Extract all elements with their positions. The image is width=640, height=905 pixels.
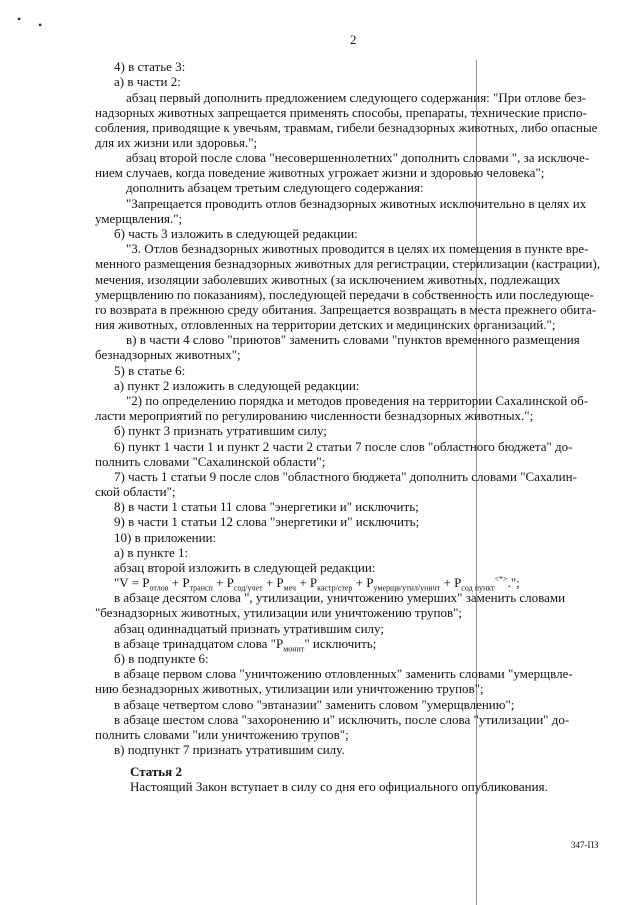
text-line: "Запрещается проводить отлов безнадзорных животных исключительно в целях их — [126, 196, 587, 211]
text-line: умерщвлению по показаниям), последующей передачи в собственность или последующе- — [95, 287, 594, 302]
text-line: абзац одиннадцатый признать утратившим силу; — [114, 621, 384, 636]
text-line: полнить словами "или уничтожению трупов"; — [95, 727, 349, 742]
page-number: 2 — [350, 32, 357, 47]
text-line: в) подпункт 7 признать утратившим силу. — [114, 742, 345, 757]
text-line: 9) в части 1 статьи 12 слова "энергетики и" исключить; — [114, 514, 420, 529]
formula-separator: + P — [296, 575, 318, 590]
formula-marker: <*> — [494, 574, 508, 584]
formula-subscript: меч — [283, 583, 297, 593]
text-line: в абзаце шестом слова "захоронению и" исключить, после слова "утилизации" до- — [114, 712, 570, 727]
text-line: абзац второй изложить в следующей редакции: — [114, 560, 376, 575]
text-line: абзац второй после слова "несовершеннолетних" дополнить словами ", за исключе- — [126, 150, 590, 165]
text-line: в абзаце десятом слова ", утилизации, уничтожению умерших" заменить словами — [114, 590, 566, 605]
formula-subscript: отлов — [149, 583, 169, 593]
formula-subscript: сод/учет — [233, 583, 263, 593]
text-line: полнить словами "Сахалинской области"; — [95, 454, 326, 469]
formula-subscript: умерщв/утил/уничт — [373, 583, 441, 593]
text-line: умерщвления."; — [95, 211, 183, 226]
text-line: а) в части 2: — [114, 74, 181, 89]
text-line: нием случаев, когда поведение животных угрожает жизни и здоровью человека"; — [95, 165, 545, 180]
text-line: дополнить абзацем третьим следующего содержания: — [126, 180, 424, 195]
formula-tail: ."; — [507, 575, 520, 590]
paragraph-lead: в абзаце тринадцатом слова "P — [114, 636, 284, 651]
text-line: 7) часть 1 статьи 9 после слов "областного бюджета" дополнить словами "Сахалин- — [114, 469, 577, 484]
text-line: 6) пункт 1 части 1 и пункт 2 части 2 статьи 7 после слов "областного бюджета" до- — [114, 439, 573, 454]
text-line: для их жизни или здоровья."; — [95, 135, 258, 150]
article-2-text: Настоящий Закон вступает в силу со дня его официального опубликования. — [130, 779, 548, 794]
text-line: б) часть 3 изложить в следующей редакции: — [114, 226, 358, 241]
text-line: в) в части 4 слово "приютов" заменить словами "пунктов временного размещения — [126, 332, 580, 347]
text-line: мечения, изоляции заболевших животных (за исключением животных, подлежащих — [95, 272, 561, 287]
formula-separator: + P — [212, 575, 234, 590]
text-line: надзорных животных запрещается применять способы, препараты, технические приспо- — [95, 105, 587, 120]
text-line: ния животных, отловленных на территории детских и медицинских организаций."; — [95, 317, 556, 332]
paragraph-tail: " исключить; — [304, 636, 377, 651]
text-line: б) в подпункте 6: — [114, 651, 209, 666]
formula-subscript: кастр/стер — [317, 583, 353, 593]
text-line: 5) в статье 6: — [114, 363, 186, 378]
text-line: а) в пункте 1: — [114, 545, 189, 560]
formula-separator: + P — [352, 575, 374, 590]
scan-mark: • — [17, 12, 22, 26]
text-line: в абзаце первом слова "уничтожению отловленных" заменить словами "умерщвле- — [114, 666, 573, 681]
text-line: а) пункт 2 изложить в следующей редакции: — [114, 378, 360, 393]
text-line: го возврата в прежнюю среду обитания. Запрещается возвращать в места прежнего обита- — [95, 302, 597, 317]
formula-line — [114, 574, 520, 593]
formula-separator: + P — [168, 575, 190, 590]
tenth-paragraph-line — [114, 636, 377, 654]
text-line: безнадзорных животных"; — [95, 347, 241, 362]
text-line: в абзаце четвертом слово "эвтаназии" заменить словом "умерщвлению"; — [114, 697, 515, 712]
formula-subscript: трансп — [189, 583, 213, 593]
article-2-heading: Статья 2 — [130, 764, 182, 779]
text-line: собления, приводящие к увечьям, травмам, гибели безнадзорных животных, либо опасные — [95, 120, 598, 135]
formula-subscript: сод пункт — [461, 583, 495, 593]
text-line: "2) по определению порядка и методов проведения на территории Сахалинской об- — [126, 393, 589, 408]
text-line: менного размещения безнадзорных животных для регистрации, стерилизации (кастрации), — [95, 256, 601, 271]
text-line: ской области"; — [95, 484, 176, 499]
text-line: "безнадзорных животных, утилизации или уничтожению трупов"; — [95, 605, 463, 620]
text-line: б) пункт 3 признать утратившим силу; — [114, 423, 327, 438]
text-line: 8) в части 1 статьи 11 слова "энергетики и" исключить; — [114, 499, 419, 514]
formula-lead: "V = P — [114, 575, 150, 590]
text-line: 4) в статье 3: — [114, 59, 186, 74]
text-line: 10) в приложении: — [114, 530, 217, 545]
paragraph-subscript: монит — [283, 644, 305, 654]
scan-mark: • — [38, 18, 43, 32]
text-line: нию безнадзорных животных, утилизации или уничтожению трупов"; — [95, 681, 484, 696]
text-line: "3. Отлов безнадзорных животных проводится в целях их помещения в пункте вре- — [126, 241, 589, 256]
document-code: 347-ПЗ — [571, 840, 599, 850]
text-line: абзац первый дополнить предложением следующего содержания: "При отлове без- — [126, 90, 587, 105]
text-line: ласти мероприятий по регулированию численности безнадзорных животных."; — [95, 408, 534, 423]
formula-separator: + P — [262, 575, 284, 590]
formula-separator: + P — [440, 575, 462, 590]
